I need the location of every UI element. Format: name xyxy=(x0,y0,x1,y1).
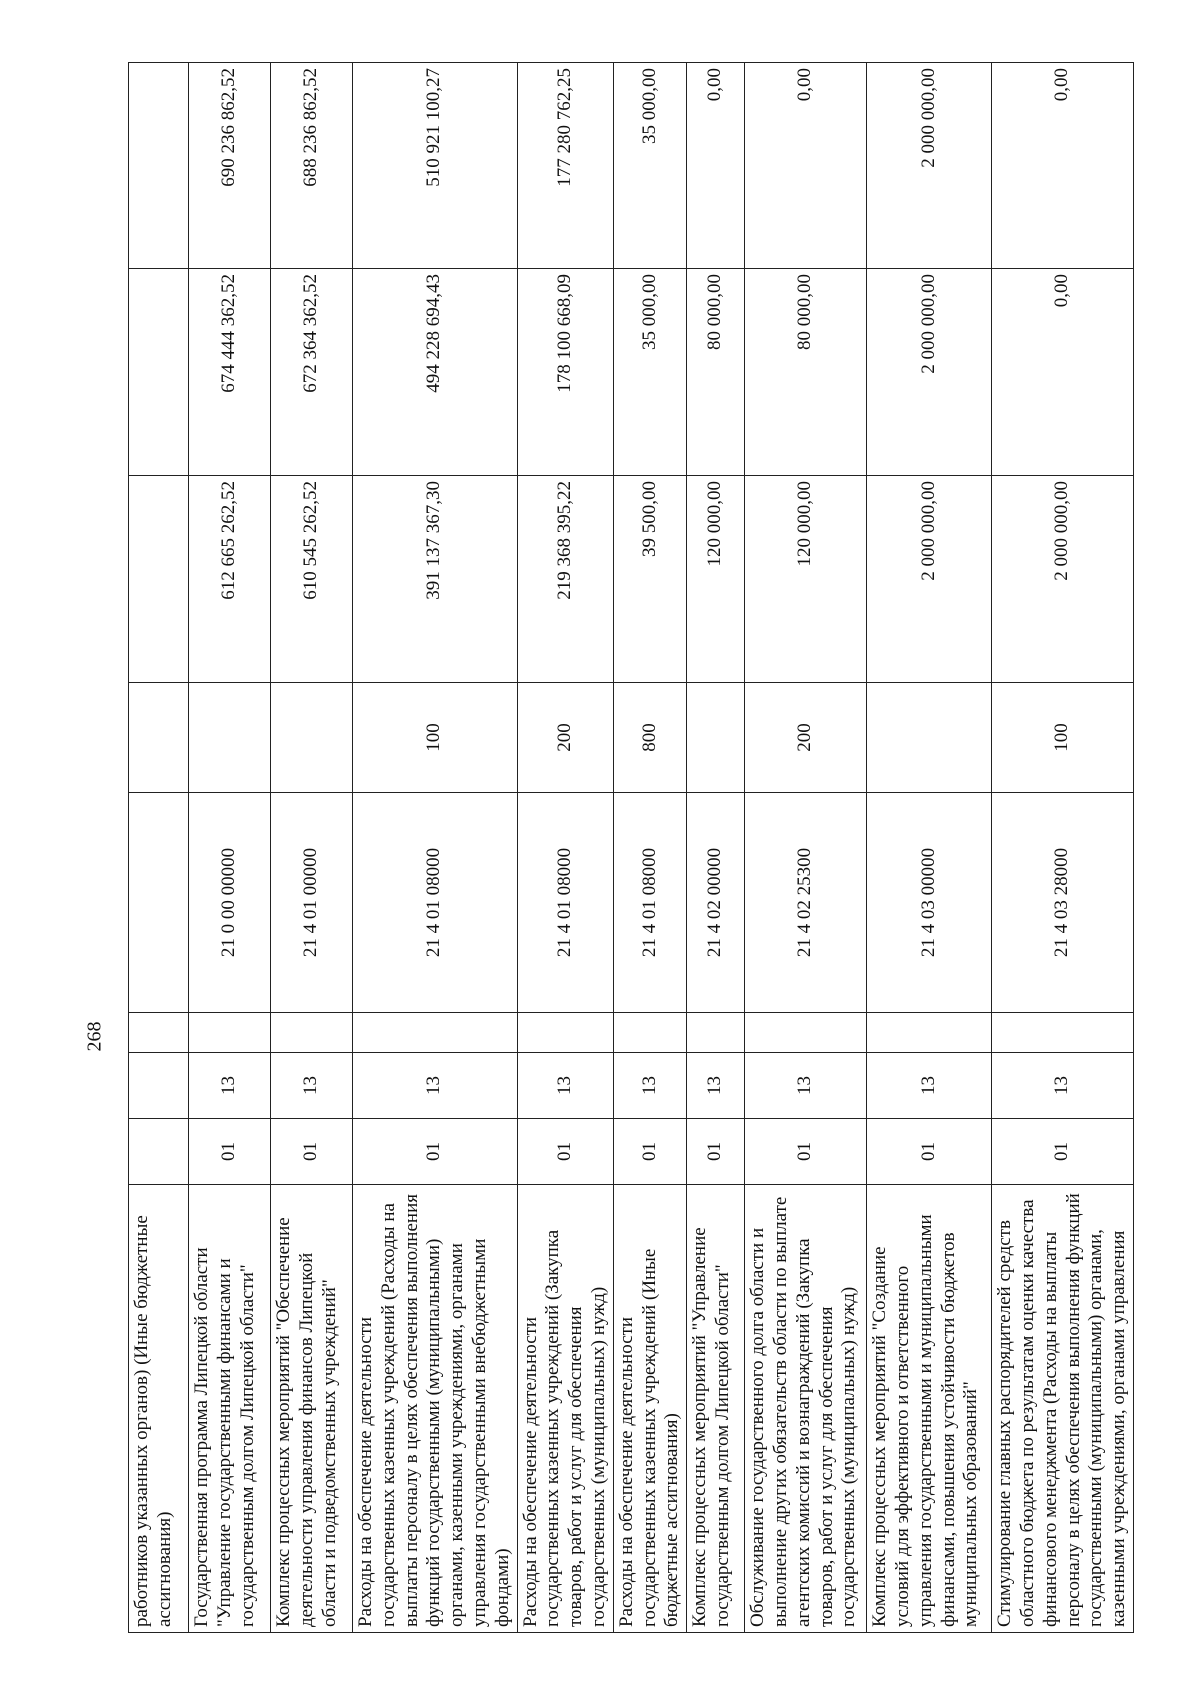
row-sum-2: 35 000,00 xyxy=(613,269,686,476)
table-row xyxy=(613,63,686,1633)
row-name: Комплекс процессных мероприятий "Обеспечение деятельности управления финансов Липецкой области и подведомственных учреждений" xyxy=(271,1185,353,1633)
page-number: 268 xyxy=(83,1021,106,1052)
row-gr: 01 xyxy=(745,1119,867,1185)
row-sum-3: 0,00 xyxy=(745,63,867,269)
row-name: работников указанных органов) (Иные бюджетные ассигнования) xyxy=(129,1185,189,1633)
table-row xyxy=(517,63,613,1633)
row-sum-1 xyxy=(129,476,189,683)
row-name: Обслуживание государственного долга области и выполнение других обязательств области по выплате агентских комиссий и вознаграждений (Закупка товаров, работ и услуг для обеспечения государственных (муниципальных) нужд) xyxy=(745,1185,867,1633)
row-gr xyxy=(129,1119,189,1185)
budget-table xyxy=(128,62,1134,1633)
row-csr: 21 4 01 08000 xyxy=(613,793,686,1013)
row-rz: 13 xyxy=(992,1053,1134,1119)
row-gr: 01 xyxy=(613,1119,686,1185)
row-gr: 01 xyxy=(271,1119,353,1185)
row-vr: 200 xyxy=(517,683,613,793)
row-gr: 01 xyxy=(992,1119,1134,1185)
row-rz: 13 xyxy=(745,1053,867,1119)
row-name: Расходы на обеспечение деятельности государственных казенных учреждений (Расходы на выплаты персоналу в целях обеспечения выполнения функций государственными (муниципальными) органами, казенными учреждениями, органами управления государственными внебюджетными фондами) xyxy=(353,1185,518,1633)
row-vr xyxy=(189,683,271,793)
row-vr: 100 xyxy=(353,683,518,793)
row-sum-3: 0,00 xyxy=(992,63,1134,269)
row-vr xyxy=(129,683,189,793)
row-pr xyxy=(992,1013,1134,1053)
row-sum-2: 672 364 362,52 xyxy=(271,269,353,476)
row-gr: 01 xyxy=(867,1119,992,1185)
row-pr xyxy=(189,1013,271,1053)
row-rz: 13 xyxy=(613,1053,686,1119)
table-row xyxy=(271,63,353,1633)
row-sum-3: 510 921 100,27 xyxy=(353,63,518,269)
table-row xyxy=(353,63,518,1633)
table-row xyxy=(189,63,271,1633)
row-pr xyxy=(129,1013,189,1053)
row-sum-2: 2 000 000,00 xyxy=(867,269,992,476)
row-sum-2: 178 100 668,09 xyxy=(517,269,613,476)
row-rz: 13 xyxy=(517,1053,613,1119)
table-row xyxy=(745,63,867,1633)
row-sum-1: 219 368 395,22 xyxy=(517,476,613,683)
row-sum-1: 2 000 000,00 xyxy=(992,476,1134,683)
row-gr: 01 xyxy=(517,1119,613,1185)
row-rz: 13 xyxy=(687,1053,745,1119)
row-sum-1: 391 137 367,30 xyxy=(353,476,518,683)
row-sum-3: 690 236 862,52 xyxy=(189,63,271,269)
row-sum-1: 120 000,00 xyxy=(745,476,867,683)
table-row xyxy=(129,63,189,1633)
row-name: Расходы на обеспечение деятельности государственных казенных учреждений (Закупка товаров, работ и услуг для обеспечения государственных (муниципальных) нужд) xyxy=(517,1185,613,1633)
row-vr: 200 xyxy=(745,683,867,793)
row-pr xyxy=(745,1013,867,1053)
row-pr xyxy=(271,1013,353,1053)
row-csr: 21 4 03 28000 xyxy=(992,793,1134,1013)
row-sum-1: 120 000,00 xyxy=(687,476,745,683)
row-sum-3 xyxy=(129,63,189,269)
row-rz: 13 xyxy=(867,1053,992,1119)
row-rz xyxy=(129,1053,189,1119)
row-csr: 21 4 01 00000 xyxy=(271,793,353,1013)
row-pr xyxy=(687,1013,745,1053)
row-sum-1: 612 665 262,52 xyxy=(189,476,271,683)
row-csr: 21 4 02 25300 xyxy=(745,793,867,1013)
row-gr: 01 xyxy=(353,1119,518,1185)
row-sum-3: 688 236 862,52 xyxy=(271,63,353,269)
row-csr: 21 4 02 00000 xyxy=(687,793,745,1013)
rotated-table-container xyxy=(128,63,1168,1633)
row-sum-1: 2 000 000,00 xyxy=(867,476,992,683)
row-sum-3: 177 280 762,25 xyxy=(517,63,613,269)
row-vr xyxy=(687,683,745,793)
row-pr xyxy=(613,1013,686,1053)
row-pr xyxy=(867,1013,992,1053)
table-row xyxy=(992,63,1134,1633)
table-row xyxy=(687,63,745,1633)
row-vr xyxy=(867,683,992,793)
row-sum-2: 494 228 694,43 xyxy=(353,269,518,476)
row-name: Комплекс процессных мероприятий "Создание условий для эффективного и ответственного управления государственными и муниципальными финансами, повышения устойчивости бюджетов муниципальных образований" xyxy=(867,1185,992,1633)
row-vr: 100 xyxy=(992,683,1134,793)
row-rz: 13 xyxy=(271,1053,353,1119)
row-name: Комплекс процессных мероприятий "Управление государственным долгом Липецкой области" xyxy=(687,1185,745,1633)
row-sum-2 xyxy=(129,269,189,476)
row-csr: 21 4 01 08000 xyxy=(353,793,518,1013)
row-sum-3: 0,00 xyxy=(687,63,745,269)
row-sum-2: 80 000,00 xyxy=(687,269,745,476)
table-row xyxy=(867,63,992,1633)
row-pr xyxy=(517,1013,613,1053)
row-sum-2: 0,00 xyxy=(992,269,1134,476)
row-csr: 21 4 01 08000 xyxy=(517,793,613,1013)
row-csr: 21 4 03 00000 xyxy=(867,793,992,1013)
row-sum-1: 610 545 262,52 xyxy=(271,476,353,683)
row-csr xyxy=(129,793,189,1013)
row-vr: 800 xyxy=(613,683,686,793)
row-vr xyxy=(271,683,353,793)
row-sum-3: 35 000,00 xyxy=(613,63,686,269)
row-sum-1: 39 500,00 xyxy=(613,476,686,683)
row-gr: 01 xyxy=(189,1119,271,1185)
row-rz: 13 xyxy=(189,1053,271,1119)
row-gr: 01 xyxy=(687,1119,745,1185)
row-pr xyxy=(353,1013,518,1053)
row-sum-2: 674 444 362,52 xyxy=(189,269,271,476)
row-csr: 21 0 00 00000 xyxy=(189,793,271,1013)
row-name: Стимулирование главных распорядителей средств областного бюджета по результатам оценки качества финансового менеджмента (Расходы на выплаты персоналу в целях обеспечения выполнения функций государственными (муниципальными) органами, казенными учреждениями, органами управления xyxy=(992,1185,1134,1633)
row-rz: 13 xyxy=(353,1053,518,1119)
row-sum-2: 80 000,00 xyxy=(745,269,867,476)
row-sum-3: 2 000 000,00 xyxy=(867,63,992,269)
row-name: Государственная программа Липецкой области "Управление государственными финансами и государственным долгом Липецкой области" xyxy=(189,1185,271,1633)
row-name: Расходы на обеспечение деятельности государственных казенных учреждений (Иные бюджетные ассигнования) xyxy=(613,1185,686,1633)
